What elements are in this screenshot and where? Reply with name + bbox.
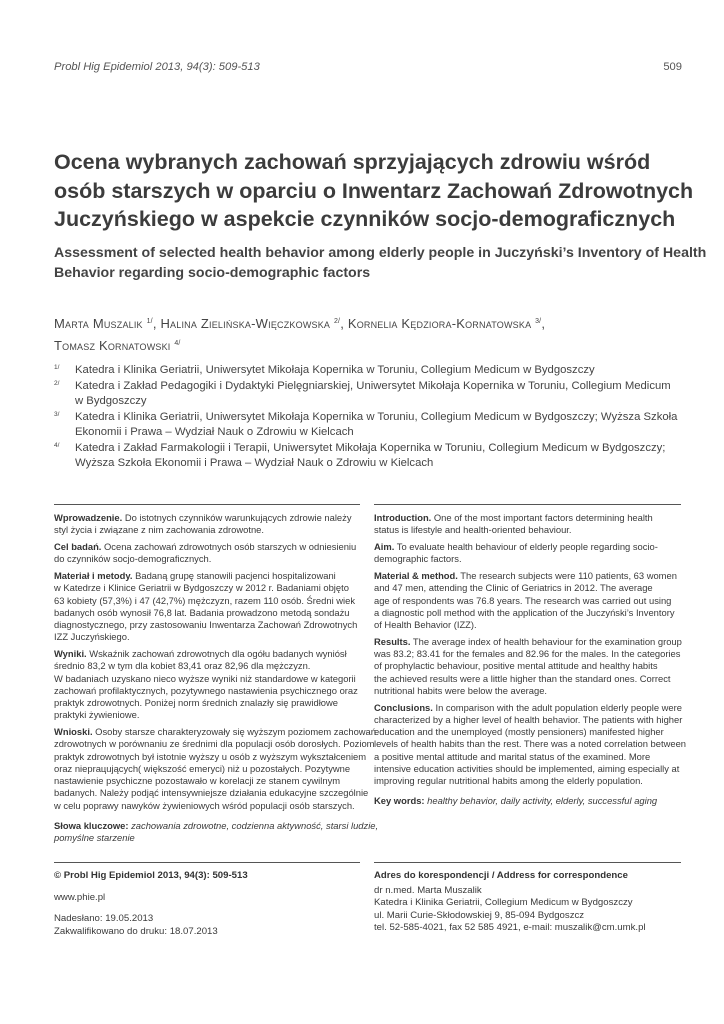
abstract-line <box>54 595 360 607</box>
abstract-text: One of the most important factors determining health <box>431 512 653 523</box>
correspondence-address <box>374 870 684 935</box>
abstract-section-label: Wyniki. <box>54 648 87 659</box>
author-name: Tomasz Kornatowski <box>54 338 171 353</box>
abstract-text: In comparison with the adult population elderly people were <box>432 701 682 713</box>
keywords-line <box>374 795 681 807</box>
abstract-line <box>54 524 360 536</box>
abstract-text: nastawienie psychiczne pozostawało w korelacji ze stanem cywilnym <box>54 775 341 786</box>
affiliation-number: 1/ <box>54 364 60 371</box>
subtitle-line: Behavior regarding socio-demographic factors <box>54 264 371 281</box>
abstract-text: status is lifestyle and health-oriented behaviour. <box>374 524 572 536</box>
article-subtitle-english <box>54 244 707 283</box>
author-name: Kornelia Kędziora-Kornatowska <box>347 316 532 331</box>
abstract-text: Badaną grupę stanowili pacjenci hospitalizowani <box>132 570 336 581</box>
abstract-line <box>54 685 360 697</box>
journal-website-link[interactable]: www.phie.pl <box>54 891 106 903</box>
abstract-line <box>374 582 681 594</box>
section-divider <box>374 504 681 505</box>
author-name: Halina Zielińska-Więczkowska <box>160 316 331 331</box>
keywords-line <box>54 819 379 832</box>
abstract-text: badanych osób wynosił 76,8 lat. Badania prowadzono metodą sondażu <box>54 606 350 618</box>
abstract-text: intensive education activities should be implemented, aiming especially at <box>374 762 680 774</box>
affiliation-number: 3/ <box>54 411 60 418</box>
abstract-text: and 47 men, attending the Clinic of Geriatrics in 2012. The average <box>374 582 653 594</box>
author-separator: , <box>340 316 348 331</box>
abstract-line <box>54 726 376 738</box>
abstract-text: To evaluate health behaviour of elderly people regarding socio- <box>394 541 658 552</box>
abstract-line <box>374 714 681 726</box>
abstract-line <box>54 553 360 565</box>
abstract-line <box>374 636 681 648</box>
copyright-notice: © Probl Hig Epidemiol 2013, 94(3): 509-513 <box>54 870 248 881</box>
abstract-line <box>374 570 681 582</box>
author-affiliation-marker: 4/ <box>174 340 181 347</box>
abstract-text: a diagnostic poll method with the application of the Juczyński’s Inventory <box>374 606 675 618</box>
abstract-line <box>54 648 360 660</box>
abstract-text: Osoby starsze charakteryzowały się wyższym poziomem zachowań <box>92 726 376 737</box>
abstract-line <box>54 541 360 553</box>
abstract-section <box>54 726 376 812</box>
abstract-section <box>54 648 360 722</box>
affiliation-text: Katedra i Klinika Geriatrii, Uniwersytet Mikołaja Kopernika w Toruniu, Collegium Medicum w Bydgoszczy; Wyższa Szkoła <box>75 411 678 423</box>
abstract-line <box>54 738 375 750</box>
title-line: Ocena wybranych zachowań sprzyjających zdrowiu wśród <box>54 150 651 174</box>
abstract-text: Do istotnych czynników warunkujących zdrowie należy <box>122 512 352 523</box>
abstract-line <box>54 660 360 672</box>
abstract-text: education and the unemployed (mostly pensioners) manifested higher <box>374 726 664 737</box>
abstract-text: of prophylactic behaviour, positive mental attitude and healthy habits <box>374 660 658 672</box>
abstract-line <box>374 685 681 697</box>
keywords-text: healthy behavior, daily activity, elderly, successful aging <box>424 795 658 807</box>
abstract-section <box>54 512 360 537</box>
abstract-line <box>54 750 367 763</box>
abstract-text: the achieved results were a little higher than the standard ones. Correct <box>374 672 671 684</box>
keywords <box>374 795 681 807</box>
keywords-label: Key words: <box>374 795 425 807</box>
keywords-line <box>54 832 360 844</box>
abstract-line <box>374 702 681 714</box>
abstract-line <box>54 512 360 524</box>
abstract-line <box>374 512 681 524</box>
author-separator: , <box>541 316 546 331</box>
abstract-line <box>54 570 360 582</box>
abstract-text: do czynników socjo-demograficznych. <box>54 553 212 565</box>
abstract-english <box>374 512 686 812</box>
keywords-text: zachowania zdrowotne, codzienna aktywność, starsi ludzie, <box>128 819 379 831</box>
abstract-line <box>54 582 360 594</box>
abstract-section-label: Wnioski. <box>54 726 93 737</box>
abstract-line <box>374 607 681 619</box>
abstract-section <box>54 541 360 566</box>
author-line <box>54 312 694 334</box>
abstract-section-label: Material & method. <box>374 570 458 581</box>
abstract-text: Wskaźnik zachowań zdrowotnych dla ogółu badanych wyniósł <box>86 648 347 659</box>
affiliation-text: Katedra i Zakład Pedagogiki i Dydaktyki Pielęgniarskiej, Uniwersytet Mikołaja Kopernika w Toruniu, Collegium Medicum <box>75 380 671 392</box>
correspondence-line: Katedra i Klinika Geriatrii, Collegium Medicum w Bydgoszczy <box>374 897 633 908</box>
affiliation-item <box>54 379 694 409</box>
abstract-line <box>54 763 360 775</box>
author-list <box>54 312 694 356</box>
abstract-line <box>54 607 360 619</box>
abstract-text: 63 kobiety (57,3%) i 47 (42,7%) mężczyzn, razem 110 osób. Średni wiek <box>54 594 356 606</box>
abstract-section-label: Conclusions. <box>374 701 433 713</box>
affiliation-item <box>54 363 694 378</box>
abstract-line <box>374 660 681 672</box>
abstract-text: oraz nieprацujących( większość emeryci) niż u pozostałych. Pozytywne <box>54 762 351 774</box>
received-date: Nadesłano: 19.05.2013 <box>54 913 154 924</box>
abstract-text: W badaniach uzyskano nieco wyższe wyniki niż standardowe w kategorii <box>54 672 356 684</box>
abstract-line <box>54 697 360 709</box>
journal-reference: Probl Hig Epidemiol 2013, 94(3): 509-513 <box>54 61 260 73</box>
abstract-text: improving regular nutritional habits among the elderly population. <box>374 775 643 786</box>
correspondence-line: ul. Marii Curie-Skłodowskiej 9, 85-094 Bydgoszcz <box>374 909 585 921</box>
affiliation-number: 2/ <box>54 380 60 387</box>
abstract-line <box>374 595 681 607</box>
abstract-text: nutritional habits were below the average. <box>374 684 548 696</box>
abstract-text: zachowań profilaktycznych, pozytywnego nastawienia psychicznego oraz <box>54 684 358 696</box>
abstract-section-label: Wprowadzenie. <box>54 512 123 523</box>
abstract-text: levels of health habits than the rest. There was a noted correlation between <box>374 738 686 750</box>
abstract-text: styl życia i związane z nim zachowania zdrowotne. <box>54 524 264 536</box>
abstract-text: The research subjects were 110 patients, 63 women <box>457 570 677 581</box>
abstract-section <box>54 570 360 644</box>
abstract-section <box>374 570 681 631</box>
abstract-line <box>374 524 681 536</box>
abstract-section-label: Results. <box>374 635 411 647</box>
abstract-line <box>54 800 360 812</box>
author-affiliation-marker: 2/ <box>333 318 341 325</box>
abstract-section <box>374 512 681 537</box>
abstract-line <box>374 751 681 763</box>
correspondence-line: tel. 52-585-4021, fax 52 585 4921, e-mail: muszalik@cm.umk.pl <box>374 922 646 933</box>
abstract-text: Ocena zachowań zdrowotnych osób starszych w odniesieniu <box>101 541 357 552</box>
abstract-section-label: Cel badań. <box>54 541 102 552</box>
abstract-section-label: Materiał i metody. <box>54 570 133 581</box>
abstract-line <box>54 709 360 721</box>
abstract-section-label: Introduction. <box>374 512 432 523</box>
title-line: osób starszych w oparciu o Inwentarz Zachowań Zdrowotnych <box>54 178 694 203</box>
section-divider <box>54 504 360 505</box>
affiliation-item <box>54 410 694 440</box>
abstract-text: The average index of health behaviour for the examination group <box>410 635 682 647</box>
author-affiliation-marker: 3/ <box>535 318 542 325</box>
accepted-date: Zakwalifikowano do druku: 18.07.2013 <box>54 925 218 937</box>
abstract-text: badanych. Należy podjąć intensywniejsze działania edukacyjne szczególnie <box>54 787 369 799</box>
correspondence-heading: Adres do korespondencji / Address for correspondence <box>374 870 628 881</box>
author-separator: , <box>152 316 161 331</box>
abstract-line <box>374 763 681 775</box>
publication-info <box>54 870 364 938</box>
abstract-text: was 83.2; 83.41 for the females and 82.96 for the males. In the categories <box>374 648 681 659</box>
abstract-text: a positive mental attitude and marital status of the examined. More <box>374 750 651 762</box>
abstract-polish <box>54 512 379 849</box>
affiliation-text: w Bydgoszczy <box>75 395 147 407</box>
keywords-text: pomyślne starzenie <box>54 832 135 843</box>
abstract-section <box>374 701 686 788</box>
abstract-line <box>54 673 360 685</box>
section-divider <box>54 862 360 863</box>
abstract-text: characterized by a higher level of health behavior. The patients with higher <box>374 713 683 725</box>
running-header <box>54 61 682 73</box>
abstract-line <box>374 553 681 565</box>
affiliation-item <box>54 441 694 471</box>
subtitle-line: Assessment of selected health behavior among elderly people in Juczyński’s Inventory of Health <box>54 245 707 261</box>
affiliation-list <box>54 363 694 472</box>
abstract-line <box>374 648 681 660</box>
abstract-line <box>374 541 681 553</box>
abstract-text: praktyk zdrowotnych. Poniżej norm średnich znalazły się prawidłowe <box>54 697 338 708</box>
abstract-text: praktyki żywieniowe. <box>54 709 140 721</box>
abstract-line <box>374 619 681 631</box>
author-name: Marta Muszalik <box>54 316 143 331</box>
abstract-line <box>54 775 360 787</box>
abstract-section <box>374 636 681 697</box>
page-number: 509 <box>663 61 682 73</box>
correspondence-line: dr n.med. Marta Muszalik <box>374 884 482 896</box>
abstract-text: IZZ Juczyńskiego. <box>54 631 130 643</box>
abstract-text: zdrowotnych w porównaniu ze średnimi dla populacji osób dorosłych. Poziom <box>54 738 375 750</box>
abstract-text: demographic factors. <box>374 553 462 565</box>
affiliation-text: Katedra i Klinika Geriatrii, Uniwersytet Mikołaja Kopernika w Toruniu, Collegium Medicum w Bydgoszczy <box>75 364 595 376</box>
affiliation-text: Ekonomii i Prawa – Wydział Nauk o Zdrowiu w Kielcach <box>75 426 354 438</box>
abstract-text: praktyk zdrowotnych był istotnie wyższy u osób z wyższym wykształceniem <box>54 750 367 762</box>
abstract-text: of Health Behavior (IZZ). <box>374 619 477 630</box>
abstract-line <box>54 787 369 799</box>
abstract-line <box>374 738 686 750</box>
section-divider <box>374 862 681 863</box>
abstract-section <box>374 541 681 566</box>
affiliation-text: Katedra i Zakład Farmakologii i Terapii, Uniwersytet Mikołaja Kopernika w Toruniu, Collegium Medicum w Bydgoszczy; <box>75 442 666 454</box>
abstract-text: średnio 83,2 w tym dla kobiet 83,41 oraz 82,96 dla mężczyzn. <box>54 660 311 672</box>
abstract-line <box>54 631 360 643</box>
author-affiliation-marker: 1/ <box>146 318 153 325</box>
keywords <box>54 819 379 845</box>
abstract-text: w celu poprawy nawyków żywieniowych wśród populacji osób starszych. <box>54 799 355 811</box>
abstract-line <box>54 619 360 631</box>
abstract-line <box>374 775 681 787</box>
author-line <box>54 334 694 356</box>
affiliation-text: Wyższa Szkoła Ekonomii i Prawa – Wydział Nauk o Zdrowiu w Kielcach <box>75 457 434 469</box>
abstract-text: diagnostycznego, przy zastosowaniu Inwentarza Zachowań Zdrowotnych <box>54 619 358 630</box>
abstract-text: age of respondents was 76.8 years. The research was carried out using <box>374 594 672 606</box>
affiliation-number: 4/ <box>54 442 60 449</box>
abstract-line <box>374 726 681 738</box>
abstract-text: w Katedrze i Klinice Geriatrii w Bydgoszczy w 2012 r. Badaniami objęto <box>54 582 349 594</box>
keywords-label: Słowa kluczowe: <box>54 819 129 831</box>
title-line: Juczyńskiego w aspekcie czynników socjo-demograficznych <box>54 207 676 231</box>
article-title <box>54 148 694 234</box>
abstract-line <box>374 673 681 685</box>
abstract-section-label: Aim. <box>374 541 395 552</box>
